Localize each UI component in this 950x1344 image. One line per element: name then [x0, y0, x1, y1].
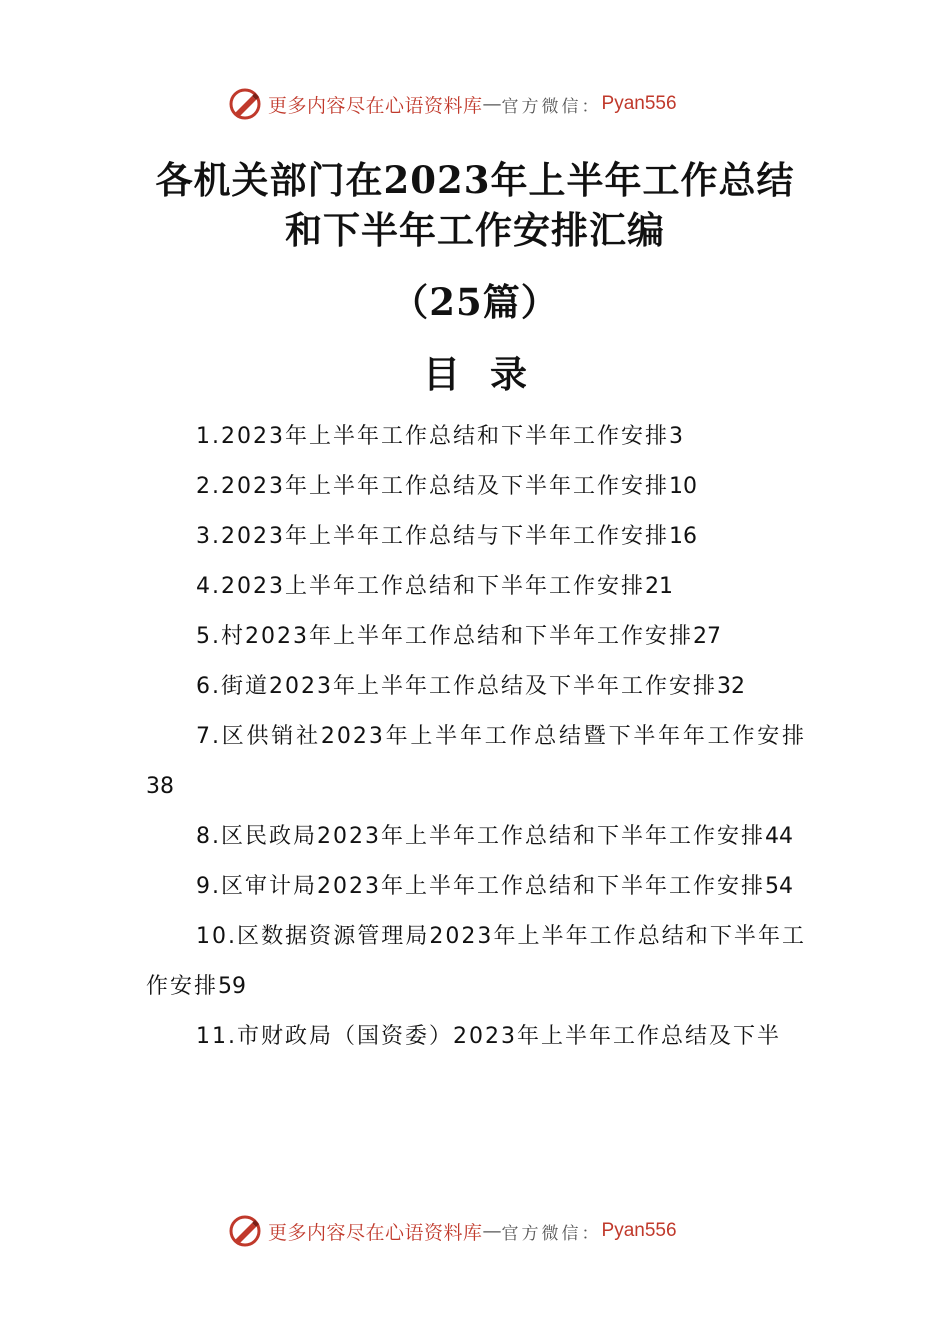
toc-item-label: 8.区民政局2023年上半年工作总结和下半年工作安排 — [196, 824, 765, 849]
document-title-line1: 各机关部门在2023年上半年工作总结 — [155, 158, 795, 202]
toc-item[interactable] — [146, 412, 806, 462]
toc-item[interactable] — [146, 1012, 806, 1062]
toc-item[interactable] — [146, 662, 806, 712]
toc-item[interactable] — [146, 612, 806, 662]
toc-item-label: 1.2023年上半年工作总结和下半年工作安排 — [196, 424, 669, 449]
toc-item-label: 2.2023年上半年工作总结及下半年工作安排 — [196, 474, 669, 499]
pen-logo-icon — [228, 87, 262, 121]
toc-item-page: 3 — [668, 424, 683, 449]
toc-item-page: 16 — [668, 524, 697, 549]
toc-item-page: 59 — [218, 974, 247, 999]
toc-item[interactable] — [146, 862, 806, 912]
header-watermark — [228, 84, 677, 124]
watermark-official: 官方微信： — [501, 1223, 602, 1244]
watermark-official: 官方微信： — [501, 96, 602, 117]
toc-item-page: 10 — [668, 474, 697, 499]
toc-item-page: 27 — [692, 624, 721, 649]
toc-item-label: 6.街道2023年上半年工作总结及下半年工作安排 — [196, 674, 717, 699]
document-title-count: （25篇） — [391, 280, 559, 324]
watermark-brand: 更多内容尽在心语资料库 — [268, 94, 483, 117]
toc-item-label: 4.2023上半年工作总结和下半年工作安排 — [196, 574, 645, 599]
toc-item-label: 7.区供销社2023年上半年工作总结暨下半年年工作安排 — [196, 724, 806, 749]
toc-item-page: 54 — [764, 874, 793, 899]
toc-item[interactable] — [146, 512, 806, 562]
toc-item-label: 10.区数据资源管理局2023年上半年工作总结和下半年工作安排 — [146, 924, 806, 999]
toc-heading: 目录 — [423, 352, 557, 396]
watermark-dash: — — [482, 1220, 502, 1242]
toc-item-label: 5.村2023年上半年工作总结和下半年工作安排 — [196, 624, 693, 649]
toc-item[interactable] — [146, 712, 806, 812]
toc-item-page: 21 — [644, 574, 673, 599]
toc-item-label: 3.2023年上半年工作总结与下半年工作安排 — [196, 524, 669, 549]
toc-item-page: 38 — [146, 774, 174, 799]
watermark-dash: — — [482, 93, 502, 115]
table-of-contents — [146, 412, 806, 1062]
watermark-wechat-id: Pyan556 — [601, 1220, 677, 1241]
pen-logo-icon — [228, 1214, 262, 1248]
toc-item-page: 44 — [764, 824, 793, 849]
toc-item[interactable] — [146, 562, 806, 612]
toc-item-page: 32 — [716, 674, 745, 699]
footer-watermark — [228, 1211, 677, 1251]
toc-item-label: 9.区审计局2023年上半年工作总结和下半年工作安排 — [196, 874, 765, 899]
toc-item-label: 11.市财政局（国资委）2023年上半年工作总结及下半 — [196, 1024, 781, 1049]
watermark-brand: 更多内容尽在心语资料库 — [268, 1221, 483, 1244]
toc-item[interactable] — [146, 812, 806, 862]
toc-item[interactable] — [146, 912, 806, 1012]
watermark-wechat-id: Pyan556 — [601, 93, 677, 114]
document-title-line2: 和下半年工作安排汇编 — [285, 208, 665, 252]
toc-item[interactable] — [146, 462, 806, 512]
